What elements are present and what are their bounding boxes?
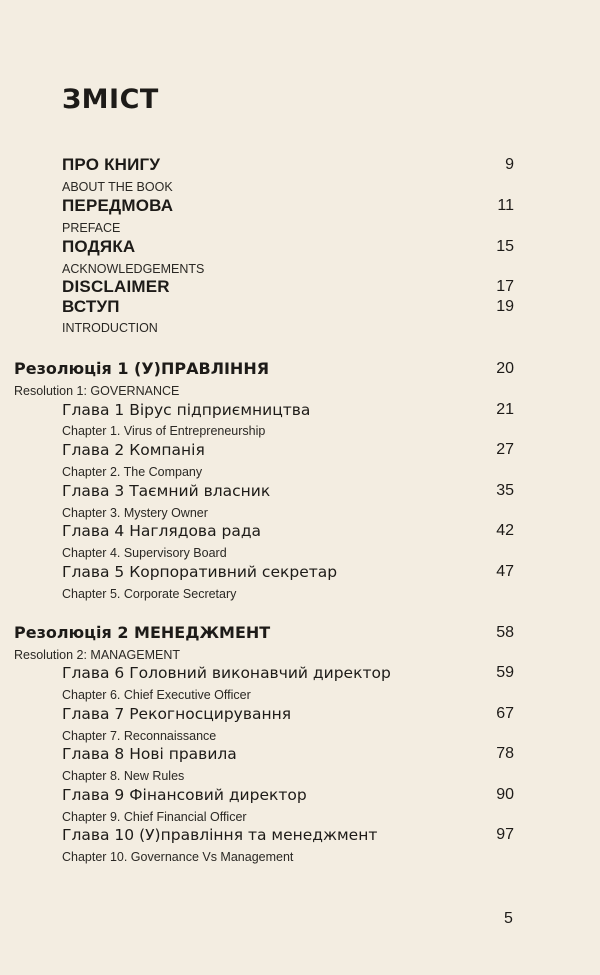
- toc-chapter-entry: Глава 2 Компанія: [62, 441, 205, 459]
- toc-page-number: 19: [496, 298, 514, 315]
- toc-resolution-subtitle: Resolution 2: MANAGEMENT: [14, 648, 181, 662]
- toc-chapter-subtitle: Chapter 3. Mystery Owner: [62, 506, 208, 520]
- toc-page-number: 67: [496, 705, 514, 722]
- toc-chapter-entry: Глава 6 Головний виконавчий директор: [62, 664, 391, 682]
- toc-page-number: 47: [496, 563, 514, 580]
- toc-chapter-subtitle: Chapter 1. Virus of Entrepreneurship: [62, 424, 266, 438]
- toc-entry-preface: ПЕРЕДМОВА: [62, 196, 174, 215]
- toc-chapter-entry: Глава 5 Корпоративний секретар: [62, 563, 338, 581]
- toc-chapter-subtitle: Chapter 6. Chief Executive Officer: [62, 688, 251, 702]
- toc-page-number: 90: [496, 786, 514, 803]
- toc-page-number: 35: [496, 482, 514, 499]
- page-title: ЗМІСТ: [62, 84, 159, 115]
- toc-page-number: 21: [496, 401, 514, 418]
- toc-chapter-subtitle: Chapter 2. The Company: [62, 465, 203, 479]
- toc-chapter-entry: Глава 8 Нові правила: [62, 745, 237, 763]
- toc-entry-subtitle: INTRODUCTION: [62, 321, 158, 335]
- toc-page-number: 27: [496, 441, 514, 458]
- toc-resolution-subtitle: Resolution 1: GOVERNANCE: [14, 384, 180, 398]
- toc-chapter-subtitle: Chapter 9. Chief Financial Officer: [62, 810, 247, 824]
- toc-chapter-subtitle: Chapter 8. New Rules: [62, 769, 185, 783]
- toc-page-number: 78: [496, 745, 514, 762]
- toc-chapter-subtitle: Chapter 5. Corporate Secretary: [62, 587, 237, 601]
- toc-resolution-heading: Резолюція 2 МЕНЕДЖМЕНТ: [14, 623, 271, 642]
- toc-entry-about: ПРО КНИГУ: [62, 155, 161, 174]
- toc-chapter-entry: Глава 4 Наглядова рада: [62, 522, 262, 540]
- toc-page-number: 59: [496, 664, 514, 681]
- toc-entry-subtitle: ABOUT THE BOOK: [62, 180, 173, 194]
- toc-entry-disclaimer: DISCLAIMER: [62, 277, 170, 296]
- toc-chapter-subtitle: Chapter 7. Reconnaissance: [62, 729, 217, 743]
- toc-page-number: 9: [505, 156, 514, 173]
- toc-chapter-subtitle: Chapter 10. Governance Vs Management: [62, 850, 294, 864]
- toc-chapter-entry: Глава 3 Таємний власник: [62, 482, 271, 500]
- toc-entry-subtitle: PREFACE: [62, 221, 121, 235]
- page-number: 5: [504, 910, 513, 927]
- toc-chapter-entry: Глава 7 Рекогносцирування: [62, 705, 292, 723]
- toc-chapter-entry: Глава 9 Фінансовий директор: [62, 786, 307, 804]
- toc-page-number: 15: [496, 238, 514, 255]
- toc-chapter-entry: Глава 10 (У)правління та менеджмент: [62, 826, 378, 844]
- toc-page-number: 20: [496, 360, 514, 377]
- toc-resolution-heading: Резолюція 1 (У)ПРАВЛІННЯ: [14, 359, 270, 378]
- toc-page-number: 42: [496, 522, 514, 539]
- toc-page-number: 17: [496, 278, 514, 295]
- toc-page-number: 11: [497, 197, 514, 214]
- toc-entry-acknowledgements: ПОДЯКА: [62, 237, 136, 256]
- toc-page-number: 97: [496, 826, 514, 843]
- toc-chapter-subtitle: Chapter 4. Supervisory Board: [62, 546, 227, 560]
- toc-entry-introduction: ВСТУП: [62, 297, 120, 316]
- toc-page-number: 58: [496, 624, 514, 641]
- toc-chapter-entry: Глава 1 Вірус підприємництва: [62, 401, 311, 419]
- toc-entry-subtitle: ACKNOWLEDGEMENTS: [62, 262, 205, 276]
